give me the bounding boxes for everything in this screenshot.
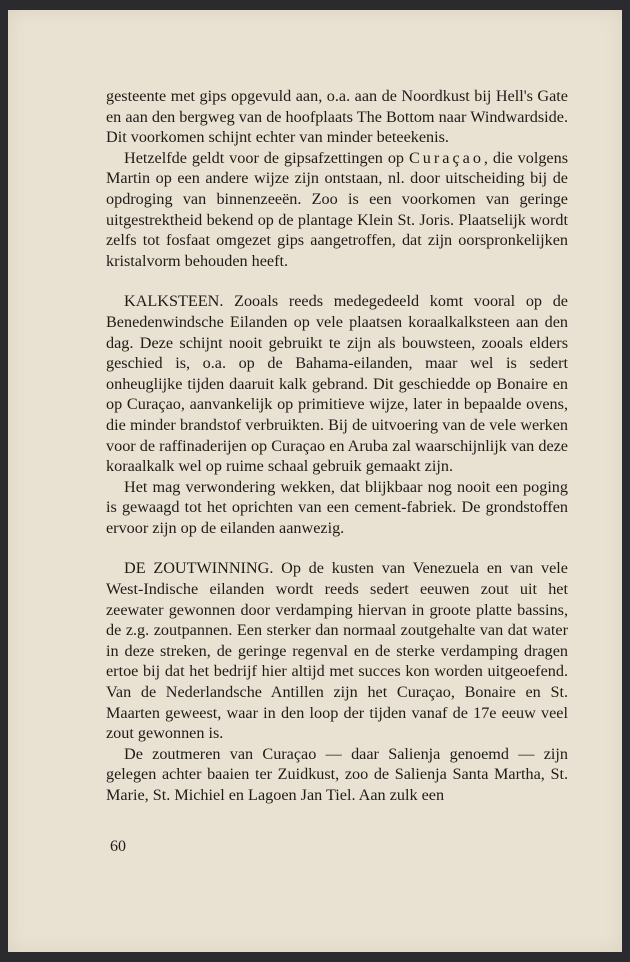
- place-name-curacao: Curaçao: [408, 148, 484, 167]
- paragraph-gips-curacao-start: Hetzelfde geldt voor de gipsafzettingen op: [124, 148, 409, 167]
- paragraph-gips-curacao-rest: , die volgens Martin op een andere wijze zijn ontstaan, nl. door uitscheiding bij de opdroging van binnenzeeën. Zoo is een voorkomen van geringe uitgestrektheid bekend op de plantage Klein St. Joris. Plaatselijk wordt zelfs tot fosfaat omgezet gips aangetroffen, dat zijn oorspronkelijken kristalvorm behouden heeft.: [106, 148, 568, 270]
- section-gap: [106, 271, 568, 291]
- paragraph-cement: Het mag verwondering wekken, dat blijkbaar nog nooit een poging is gewaagd tot het oprichten van een cement-fabriek. De grondstoffen ervoor zijn op de eilanden aanwezig.: [106, 477, 568, 537]
- paragraph-kalksteen-body: Zooals reeds medegedeeld komt vooral op de Benedenwindsche Eilanden op vele plaatsen koraalkalksteen aan den dag. Deze schijnt nooit gebruikt te zijn als bouwsteen, zooals elders geschied is, o.a. op de Bahama-eilanden, maar wel is sedert onheuglijke tijden daaruit kalk gebrand. Dit geschiedde op Bonaire en op Curaçao, aanvankelijk op primitieve wijze, later in bepaalde ovens, die minder brandstof verbruikten. Bij de uitvoering van de vele werken voor de raffinaderijen op Curaçao en Aruba zal waarschijnlijk van deze koraalkalk wel op ruime schaal gebruik gemaakt zijn.: [106, 292, 568, 476]
- section-heading-kalksteen: KALKSTEEN.: [124, 292, 224, 311]
- book-page: [8, 10, 622, 952]
- paragraph-zoutmeren: De zoutmeren van Curaçao — daar Salienja genoemd — zijn gelegen achter baaien ter Zuidkust, zoo de Salienja Santa Martha, St. Marie, St. Michiel en Lagoen Jan Tiel. Aan zulk een: [106, 744, 568, 804]
- paragraph-kalksteen: [106, 291, 568, 476]
- paragraph-zoutwinning: [106, 558, 568, 743]
- paragraph-gips-curacao: [106, 148, 568, 272]
- page-number: 60: [110, 838, 126, 855]
- section-gap: [106, 538, 568, 558]
- paragraph-gips-continued: gesteente met gips opgevuld aan, o.a. aan de Noordkust bij Hell's Gate en aan den bergweg van de hoofplaats The Bottom naar Windwardside. Dit voorkomen schijnt echter van minder beteekenis.: [106, 87, 568, 147]
- page-body-text: [106, 86, 568, 806]
- section-heading-zoutwinning: DE ZOUTWINNING.: [124, 559, 274, 578]
- paragraph-zoutwinning-body: Op de kusten van Venezuela en van vele West-Indische eilanden wordt reeds sedert eeuwen zout uit het zeewater gewonnen door verdamping hiervan in groote platte bassins, de z.g. zoutpannen. Een sterker dan normaal zoutgehalte van dat water in deze streken, de geringe regenval en de sterke verdamping dragen ertoe bij dat het bedrijf hier altijd met succes kon worden uitgeoefend. Van de Nederlandsche Antillen zijn het Curaçao, Bonaire en St. Maarten geweest, waar in den loop der tijden vanaf de 17e eeuw veel zout gewonnen is.: [106, 559, 568, 743]
